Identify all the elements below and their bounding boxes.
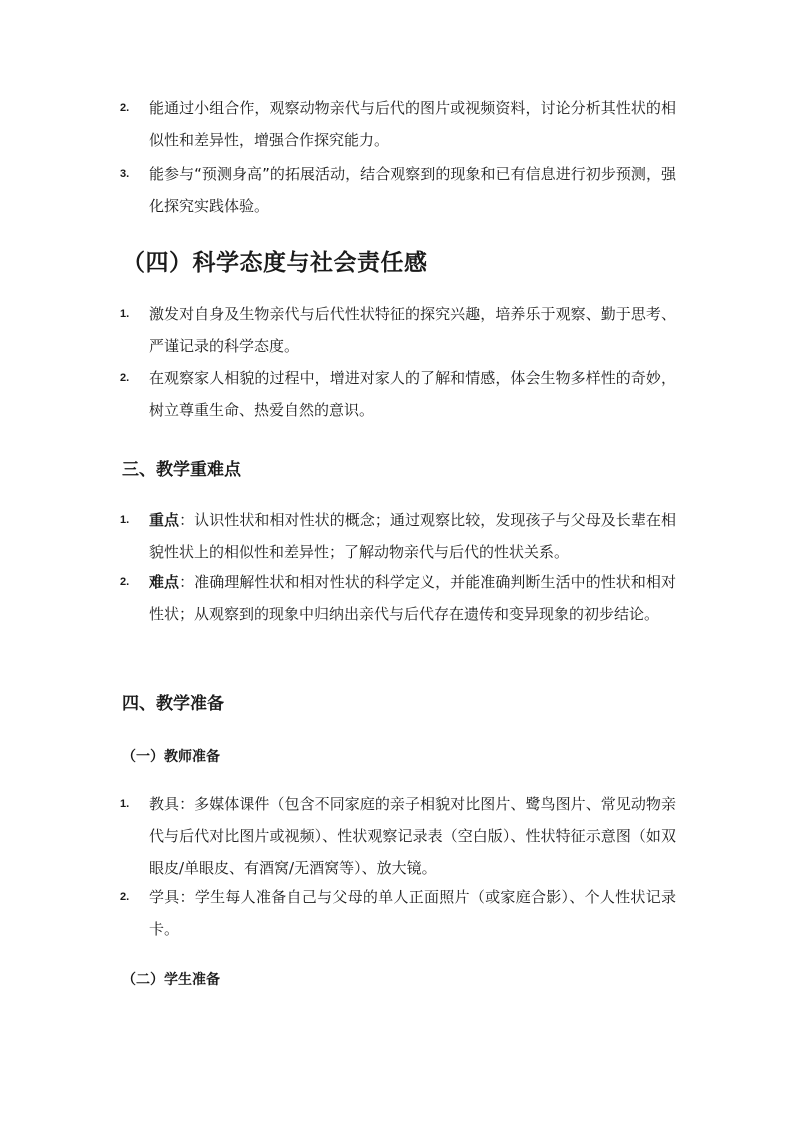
list-item [120,100,676,156]
list-item-text: 在观察家人相貌的过程中，增进对家人的了解和情感，体会生物多样性的奇妙，树立尊重生命、热爱自然的意识。 [149,369,676,419]
list-item [120,370,676,426]
list-item-text: 能参与“预测身高”的拓展活动，结合观察到的现象和已有信息进行初步预测，强化探究实践体验。 [149,165,676,215]
list-item-text [149,566,676,630]
list-item-text: 激发对自身及生物亲代与后代性状特征的探究兴趣，培养乐于观察、勤于思考、严谨记录的科学态度。 [149,305,676,355]
subheading-student-prep: （二）学生准备 [122,972,220,988]
list-item [120,512,676,568]
list-item [120,574,676,630]
subheading-teacher-prep: （一）教师准备 [122,749,220,765]
section-heading-key-points: 三、教学重难点 [122,460,241,480]
list-number: 2. [120,576,130,588]
list-item [120,889,676,945]
difficulty-text: ：准确理解性状和相对性状的科学定义，并能准确判断生活中的性状和相对性状；从观察到的现象中归纳出亲代与后代存在遗传和变异现象的初步结论。 [149,573,676,623]
section-heading-preparation: 四、教学准备 [122,694,224,714]
list-number: 3. [120,168,130,180]
list-item [120,796,676,884]
list-number: 2. [120,372,130,384]
list-number: 1. [120,308,130,320]
key-point-label: 重点 [149,511,180,529]
difficulty-label: 难点 [149,573,180,591]
list-item-text: 教具：多媒体课件（包含不同家庭的亲子相貌对比图片、鹭鸟图片、常见动物亲代与后代对比图片或视频）、性状观察记录表（空白版）、性状特征示意图（如双眼皮/单眼皮、有酒窝/无酒窝等）、放大镜。 [149,795,676,877]
key-point-text: ：认识性状和相对性状的概念；通过观察比较，发现孩子与父母及长辈在相貌性状上的相似性和差异性；了解动物亲代与后代的性状关系。 [149,511,676,561]
list-number: 2. [120,102,130,114]
list-item-text: 能通过小组合作，观察动物亲代与后代的图片或视频资料，讨论分析其性状的相似性和差异性，增强合作探究能力。 [149,99,676,149]
list-item-text: 学具：学生每人准备自己与父母的单人正面照片（或家庭合影）、个人性状记录卡。 [149,888,676,938]
section-heading-attitude: （四）科学态度与社会责任感 [122,250,428,276]
list-item [120,166,676,222]
list-number: 2. [120,891,130,903]
list-item [120,306,676,362]
list-item-text [149,504,676,568]
list-number: 1. [120,798,130,810]
list-number: 1. [120,514,130,526]
